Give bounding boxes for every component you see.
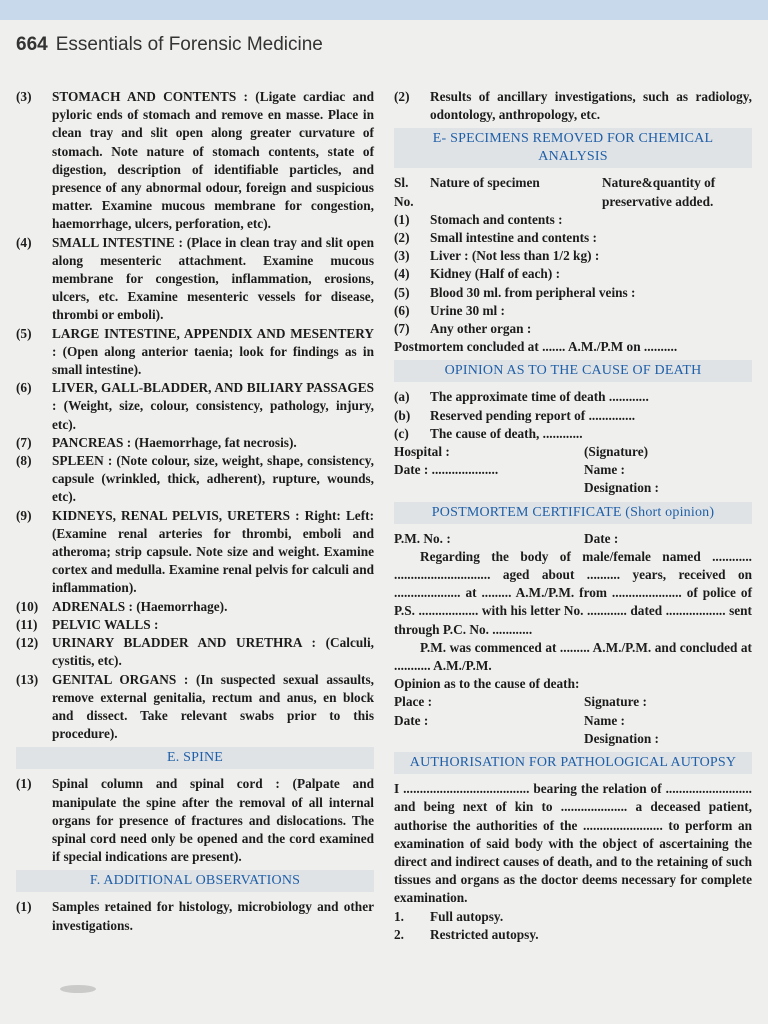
item-text: Kidney (Half of each) : [430, 266, 560, 282]
item-number: (a) [394, 389, 410, 405]
list-item [394, 407, 752, 425]
item-text: LARGE INTESTINE, APPENDIX AND MESENTERY : (Open along anterior taenia; look for findings as in small intestine). [52, 325, 374, 378]
item-number: (5) [16, 325, 32, 341]
cert-signature-block [394, 693, 752, 748]
item-number: (13) [16, 671, 39, 687]
running-title: Essentials of Forensic Medicine [55, 34, 323, 55]
specimen-list [394, 211, 752, 338]
signature-left: Place : [394, 694, 433, 710]
item-text: Spinal column and spinal cord : (Palpate and manipulate the spine after the removal of all internal organs for presence of fractures and dislocations. The spinal cord need only be opened and the cord examined if special indications are present). [52, 776, 374, 865]
list-item [394, 247, 752, 265]
signature-right: Name : [584, 462, 625, 478]
item-number: (8) [16, 453, 32, 469]
signature-right: Designation : [584, 730, 659, 746]
item-text: The cause of death, ............ [430, 425, 583, 441]
item-number: (3) [16, 89, 32, 104]
cert-opinion-label: Opinion as to the cause of death: [394, 676, 580, 692]
signature-left [394, 479, 584, 497]
right-column [394, 88, 752, 944]
list-item: (2) Results of ancillary investigations, such as radiology, odontology, anthropology, etc. [394, 89, 752, 123]
list-item [394, 265, 752, 283]
item-number: (9) [16, 507, 32, 523]
item-text: Small intestine and contents : [430, 230, 597, 246]
item-text: Stomach and contents : [430, 211, 563, 227]
list-item [16, 775, 374, 866]
opinion-list [394, 388, 752, 443]
list-item [394, 302, 752, 320]
signature-left [394, 730, 584, 748]
item-text: STOMACH AND CONTENTS : (Ligate cardiac and pyloric ends of stomach and remove en masse. Place in clean tray and slit open along greater curvature of stomach. Note nature of stomach contents, state of digestion, description of identifiable particles, and presence of any abnormal odour, foreign and suspicious matter. Examine mucous membrane for congestion, haemorrhage, ulcers, perforation, etc). [52, 89, 374, 232]
list-item [394, 211, 752, 229]
item-number: (11) [16, 616, 38, 632]
item-number: 2. [394, 926, 404, 942]
list-item [16, 507, 374, 598]
item-number: (4) [394, 266, 410, 282]
section-heading-additional: F. ADDITIONAL OBSERVATIONS [16, 870, 374, 892]
specimen-table-header: Sl. No. Nature of specimen Nature&quantity of preservative added. [394, 175, 716, 209]
signature-right: Name : [584, 712, 625, 728]
item-number: (3) [394, 248, 410, 264]
signature-right: (Signature) [584, 444, 649, 460]
top-color-band [0, 0, 768, 20]
cert-paragraph-2: P.M. was commenced at ......... A.M./P.M. and concluded at ........... A.M./P.M. [394, 639, 752, 674]
signature-row [394, 693, 752, 711]
item-number: (7) [16, 434, 32, 450]
item-text: Samples retained for histology, microbiology and other investigations. [52, 899, 374, 933]
list-item [16, 616, 374, 634]
additional-list [16, 898, 374, 934]
signature-row [394, 479, 752, 497]
item-text: LIVER, GALL-BLADDER, AND BILIARY PASSAGES : (Weight, size, colour, consistency, pathology, injury, etc). [52, 380, 374, 432]
item-text: Reserved pending report of .............. [430, 407, 636, 423]
item-number: (6) [394, 302, 410, 318]
list-item [16, 598, 374, 616]
section-heading-certificate: POSTMORTEM CERTIFICATE (Short opinion) [394, 502, 752, 524]
left-column [16, 88, 374, 935]
authorisation-paragraph: I ...................................... bearing the relation of .......................... and being next of kin to .................... a deceased patient, authorise the authorities of the ........................ to perform an examination of said body with the object of ascertaining the direct and indirect causes of death, and to the retaining of such tissues and organs as the doctor deems necessary for complete examination. [394, 781, 752, 906]
spine-list [16, 775, 374, 866]
section-heading-specimens: E- SPECIMENS REMOVED FOR CHEMICAL ANALYSIS [394, 128, 752, 168]
item-number: (c) [394, 425, 409, 441]
item-number: (2) [394, 230, 410, 246]
list-item [394, 425, 752, 443]
item-number: (10) [16, 598, 39, 614]
list-item [16, 379, 374, 434]
signature-left: Hospital : [394, 444, 450, 460]
list-item [394, 926, 752, 944]
section-heading-authorisation: AUTHORISATION FOR PATHOLOGICAL AUTOPSY [394, 752, 752, 774]
item-number: (4) [16, 234, 32, 250]
list-item [394, 284, 752, 302]
item-text: Restricted autopsy. [430, 926, 539, 942]
page-number: 664 [16, 34, 48, 55]
item-text: Urine 30 ml : [430, 302, 505, 318]
list-item [394, 908, 752, 926]
list-item [16, 234, 374, 325]
list-item [394, 388, 752, 406]
item-number: (1) [16, 776, 32, 792]
item-text: PANCREAS : (Haemorrhage, fat necrosis). [52, 434, 297, 450]
signature-right: Designation : [584, 480, 659, 496]
item-text: SPLEEN : (Note colour, size, weight, shape, consistency, capsule (wrinkled, thick, adherent), rupture, wounds, etc). [52, 453, 374, 505]
organ-list [16, 88, 374, 743]
item-text: URINARY BLADDER AND URETHRA : (Calculi, cystitis, etc). [52, 635, 374, 669]
signature-row [394, 461, 752, 479]
section-heading-opinion: OPINION AS TO THE CAUSE OF DEATH [394, 360, 752, 382]
item-number: (1) [394, 211, 410, 227]
item-number: 1. [394, 908, 404, 924]
cert-pm-row: P.M. No. : Date : [394, 530, 619, 546]
item-text: Liver : (Not less than 1/2 kg) : [430, 248, 600, 264]
item-text: GENITAL ORGANS : (In suspected sexual assaults, remove external genitalia, rectum and anus, en block and dissect. Take relevant swabs prior to this procedure). [52, 671, 374, 742]
item-text: SMALL INTESTINE : (Place in clean tray and slit open along mesenteric attachment. Examine mucous membrane for congestion, inflammation, erosions, ulcers, etc. Examine mesenteric vessels for disease, thrombi or emboli). [52, 234, 374, 323]
list-item [394, 229, 752, 247]
page-header [16, 34, 323, 56]
item-text: Full autopsy. [430, 908, 504, 924]
list-item [16, 434, 374, 452]
list-item [16, 325, 374, 380]
item-number: (12) [16, 635, 39, 651]
item-number: (5) [394, 284, 410, 300]
list-item [394, 320, 752, 338]
item-text: Blood 30 ml. from peripheral veins : [430, 284, 636, 300]
item-number: (6) [16, 380, 32, 396]
item-text: The approximate time of death ............ [430, 389, 649, 405]
signature-row [394, 712, 752, 730]
item-number: (b) [394, 407, 411, 423]
item-text: Any other organ : [430, 321, 532, 337]
authorisation-options [394, 908, 752, 944]
item-number: (7) [394, 321, 410, 337]
signature-row [394, 730, 752, 748]
list-item [16, 88, 374, 234]
cert-paragraph: Regarding the body of male/female named ............ ............................. aged about .......... years, received on .................... at ......... A.M./P.M. from ..................... of police of P.S. .................. with his letter No. ............ dated .................. sent through P.C. No. ............ [394, 548, 752, 637]
list-item [16, 898, 374, 934]
scan-smudge [60, 985, 96, 993]
signature-left: Date : [394, 712, 429, 728]
signature-right: Signature : [584, 694, 647, 710]
signature-row [394, 443, 752, 461]
item-text: PELVIC WALLS : [52, 616, 159, 632]
list-item [16, 634, 374, 670]
list-item [16, 452, 374, 507]
signature-block [394, 443, 752, 498]
section-heading-spine: E. SPINE [16, 747, 374, 769]
item-text: ADRENALS : (Haemorrhage). [52, 598, 228, 614]
signature-left: Date : .................... [394, 462, 499, 478]
list-item [16, 671, 374, 744]
item-text: KIDNEYS, RENAL PELVIS, URETERS : Right: Left: (Examine renal arteries for thrombi, emboli and atheroma; strip capsule. Note size and weight. Examine cortex and medulla. Examine renal pelvis for calculi and inflammation). [52, 507, 374, 596]
item-number: (1) [16, 899, 32, 915]
pm-concluded-line: Postmortem concluded at ....... A.M./P.M on .......... [394, 339, 678, 355]
